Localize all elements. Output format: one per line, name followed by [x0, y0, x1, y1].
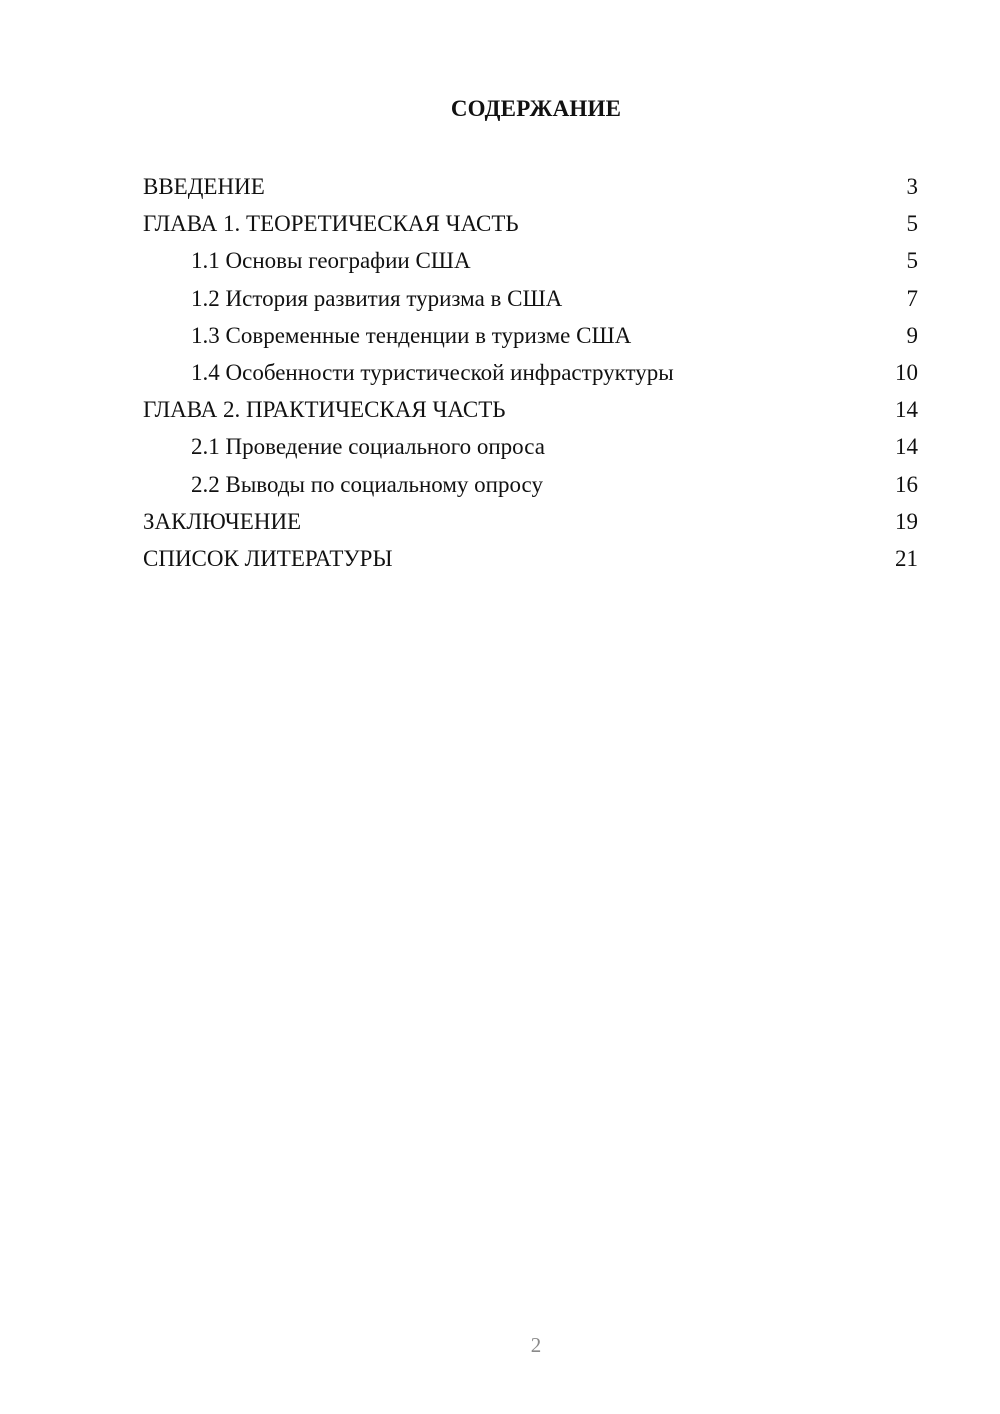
- toc-entry-label: ГЛАВА 2. ПРАКТИЧЕСКАЯ ЧАСТЬ: [143, 397, 506, 423]
- toc-entry-references[interactable]: [143, 540, 918, 577]
- toc-entry-page: 3: [906, 174, 918, 199]
- toc-entry-page: 5: [906, 248, 918, 274]
- toc-entry-label: 1.3 Современные тенденции в туризме США: [191, 322, 632, 348]
- page-title: СОДЕРЖАНИЕ: [450, 96, 622, 121]
- toc-entry-section-1-4[interactable]: [143, 354, 918, 391]
- toc-entry-page: 14: [895, 434, 918, 460]
- toc-entry-section-2-2[interactable]: [143, 466, 918, 503]
- toc-entry-chapter-1[interactable]: [143, 205, 918, 242]
- toc-entry-label: СПИСОК ЛИТЕРАТУРЫ: [143, 545, 393, 571]
- toc-entry-label: 1.2 История развития туризма в США: [191, 285, 563, 311]
- toc-entry-section-2-1[interactable]: [143, 428, 918, 465]
- toc-entry-label: ЗАКЛЮЧЕНИЕ: [143, 508, 302, 534]
- toc-entry-label: 1.4 Особенности туристической инфраструктуры: [191, 359, 674, 385]
- toc-entry-label: 2.2 Выводы по социальному опросу: [191, 471, 543, 497]
- toc-entry-chapter-2[interactable]: [143, 391, 918, 428]
- table-of-contents: [143, 168, 918, 577]
- toc-entry-page: 5: [906, 211, 918, 237]
- toc-entry-label: 2.1 Проведение социального опроса: [191, 434, 545, 460]
- toc-entry-label: ВВЕДЕНИЕ: [143, 174, 265, 199]
- toc-entry-introduction[interactable]: [143, 168, 918, 205]
- toc-entry-page: 16: [895, 471, 918, 497]
- toc-entry-page: 14: [895, 397, 918, 423]
- toc-entry-label: 1.1 Основы географии США: [191, 248, 471, 274]
- toc-entry-conclusion[interactable]: [143, 503, 918, 540]
- toc-entry-section-1-1[interactable]: [143, 242, 918, 279]
- toc-entry-section-1-2[interactable]: [143, 280, 918, 317]
- toc-entry-page: 21: [895, 545, 918, 571]
- page-number: 2: [530, 1333, 542, 1357]
- toc-entry-label: ГЛАВА 1. ТЕОРЕТИЧЕСКАЯ ЧАСТЬ: [143, 211, 519, 237]
- toc-entry-section-1-3[interactable]: [143, 317, 918, 354]
- toc-entry-page: 9: [906, 322, 918, 348]
- toc-entry-page: 10: [895, 359, 918, 385]
- toc-entry-page: 7: [906, 285, 918, 311]
- toc-entry-page: 19: [895, 508, 918, 534]
